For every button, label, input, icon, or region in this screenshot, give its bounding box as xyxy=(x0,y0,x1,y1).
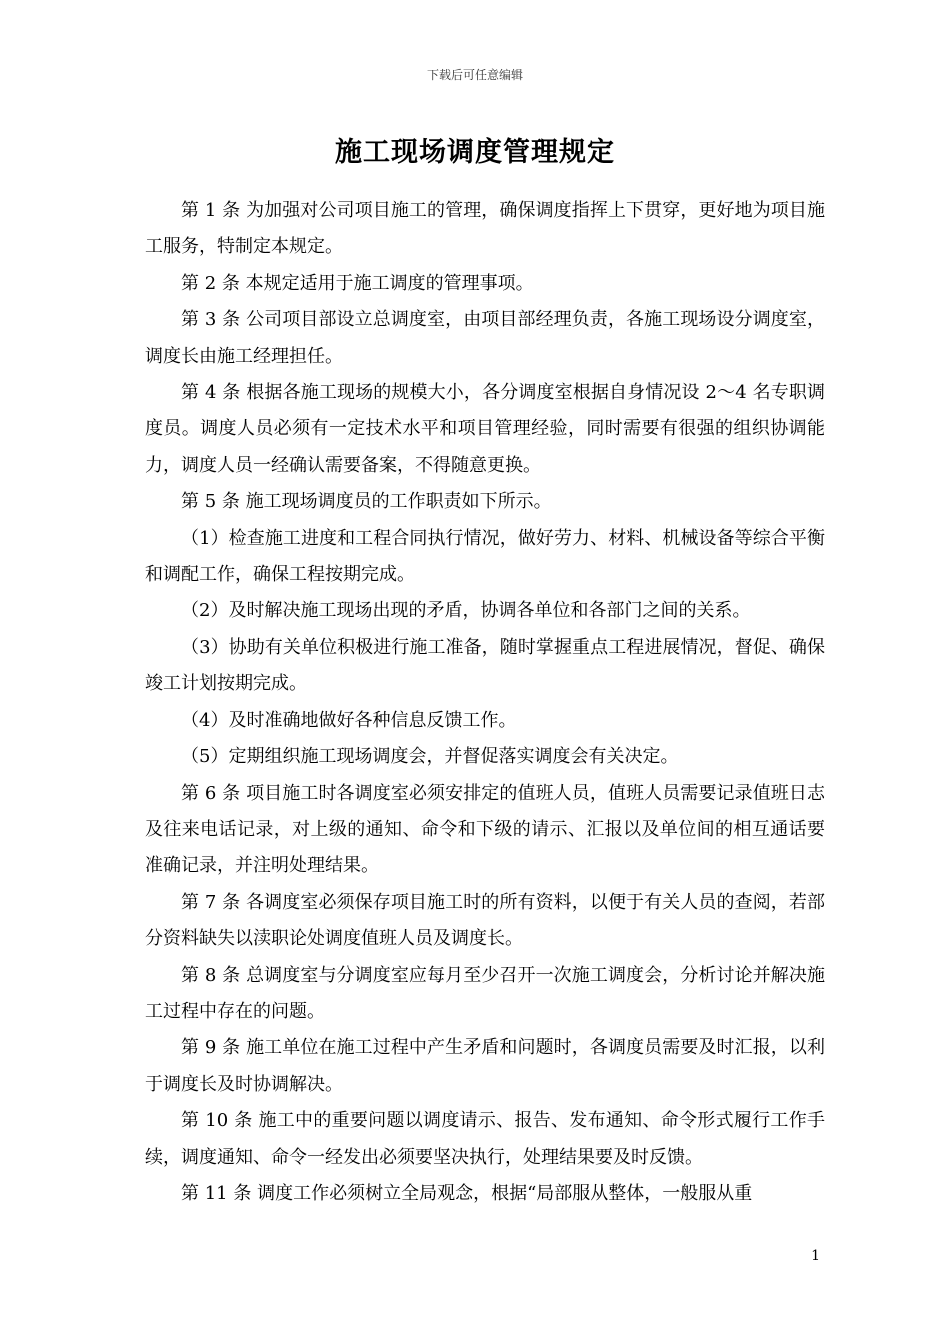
article-1: 第 1 条 为加强对公司项目施工的管理，确保调度指挥上下贯穿，更好地为项目施工服务，特制定本规定。 xyxy=(145,200,825,258)
article-11: 第 11 条 调度工作必须树立全局观念，根据“局部服从整体，一般服从重 xyxy=(181,1182,753,1204)
article-3: 第 3 条 公司项目部设立总调度室，由项目部经理负责，各施工现场设分调度室，调度长由施工经理担任。 xyxy=(145,309,825,367)
article-2: 第 2 条 本规定适用于施工调度的管理事项。 xyxy=(181,272,534,294)
article-5-item-3: （3）协助有关单位积极进行施工准备，随时掌握重点工程进展情况，督促、确保竣工计划按期完成。 xyxy=(145,636,825,695)
article-5-item-5: （5）定期组织施工现场调度会，并督促落实调度会有关决定。 xyxy=(181,746,679,768)
page-number: 1 xyxy=(811,1248,820,1264)
page-title: 施工现场调度管理规定 xyxy=(335,137,615,168)
article-7: 第 7 条 各调度室必须保存项目施工时的所有资料，以便于有关人员的查阅，若部分资料缺失以渎职论处调度值班人员及调度长。 xyxy=(145,891,825,950)
article-5-item-1: （1）检查施工进度和工程合同执行情况，做好劳力、材料、机械设备等综合平衡和调配工作，确保工程按期完成。 xyxy=(145,527,825,586)
article-5-item-2: （2）及时解决施工现场出现的矛盾，协调各单位和各部门之间的关系。 xyxy=(181,600,751,622)
article-5-item-4: （4）及时准确地做好各种信息反馈工作。 xyxy=(181,709,517,731)
article-9: 第 9 条 施工单位在施工过程中产生矛盾和问题时，各调度员需要及时汇报，以利于调度长及时协调解决。 xyxy=(145,1037,825,1095)
article-4: 第 4 条 根据各施工现场的规模大小，各分调度室根据自身情况设 2～4 名专职调度员。调度人员必须有一定技术水平和项目管理经验，同时需要有很强的组织协调能力，调度人员一经确认需要备案，不得随意更换。 xyxy=(145,382,825,476)
header-note: 下载后可任意编辑 xyxy=(426,68,523,82)
document-body xyxy=(145,193,825,1212)
article-6: 第 6 条 项目施工时各调度室必须安排定的值班人员，值班人员需要记录值班日志及往来电话记录，对上级的通知、命令和下级的请示、汇报以及单位间的相互通话要准确记录，并注明处理结果。 xyxy=(145,782,825,877)
article-5: 第 5 条 施工现场调度员的工作职责如下所示。 xyxy=(181,491,552,513)
article-8: 第 8 条 总调度室与分调度室应每月至少召开一次施工调度会，分析讨论并解决施工过程中存在的问题。 xyxy=(145,964,825,1022)
article-10: 第 10 条 施工中的重要问题以调度请示、报告、发布通知、命令形式履行工作手续，调度通知、命令一经发出必须要坚决执行，处理结果要及时反馈。 xyxy=(145,1110,825,1168)
